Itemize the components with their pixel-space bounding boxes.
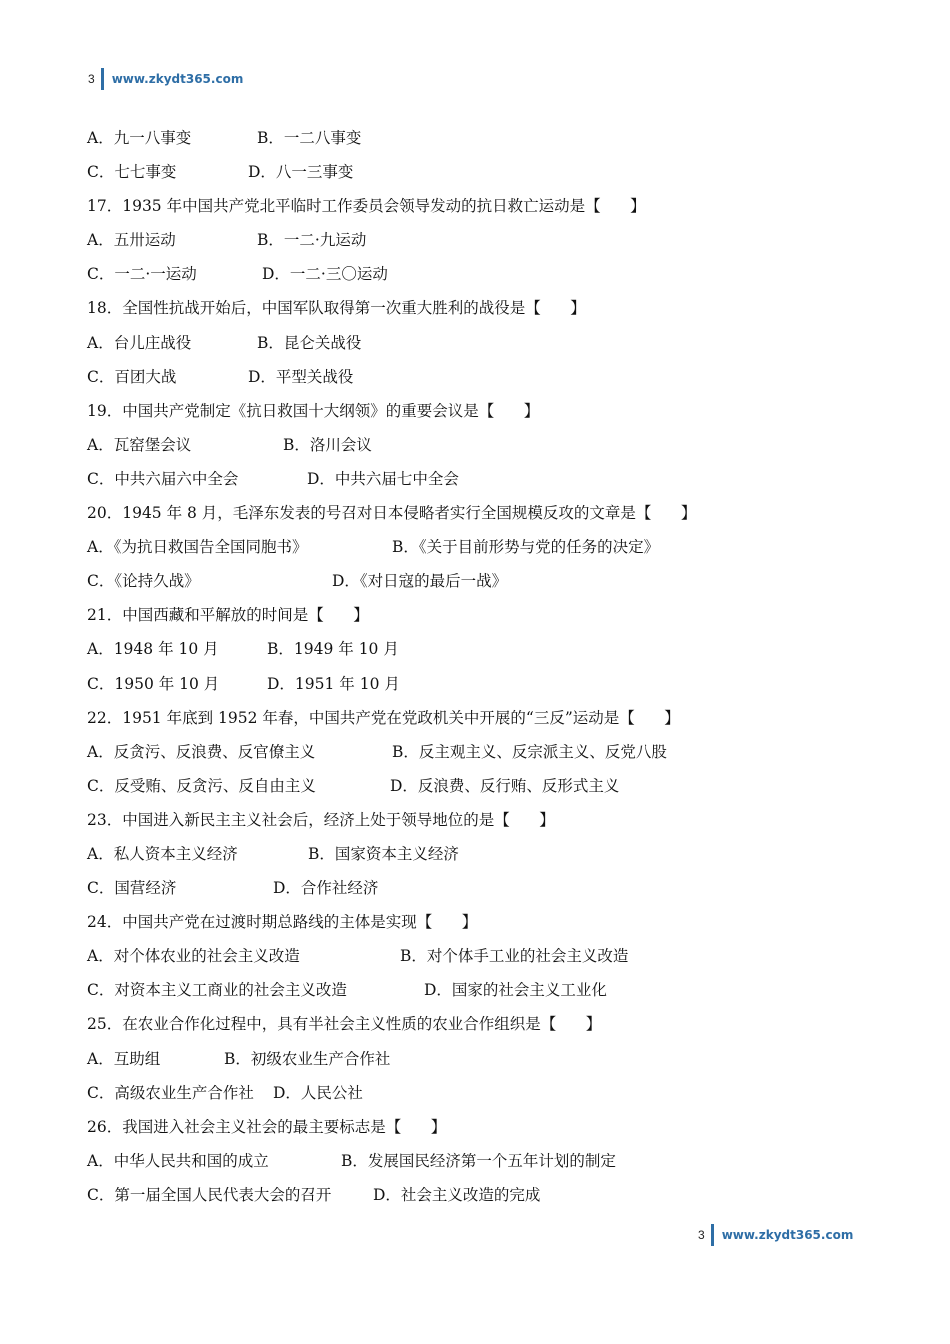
option-item: C．百团大战	[87, 367, 177, 386]
option-item: D．国家的社会主义工业化	[424, 981, 607, 1000]
option-item: D．社会主义改造的完成	[373, 1185, 541, 1204]
option-item: A．互助组	[87, 1049, 161, 1068]
option-item: B．1949 年 10 月	[267, 640, 399, 659]
option-item: C．国营经济	[87, 879, 177, 898]
option-row	[87, 226, 887, 260]
question-stem: 17．1935 年中国共产党北平临时工作委员会领导发动的抗日救亡运动是【 】	[87, 197, 646, 216]
option-item: D．1951 年 10 月	[267, 674, 400, 693]
option-item: C．七七事变	[87, 163, 177, 182]
option-item: B．一二八事变	[257, 129, 362, 147]
option-item: C．1950 年 10 月	[87, 674, 220, 693]
option-item: A．九一八事变	[87, 129, 192, 147]
option-row	[87, 670, 887, 704]
option-item: A．对个体农业的社会主义改造	[87, 947, 300, 966]
question-stem: 18．全国性抗战开始后，中国军队取得第一次重大胜利的战役是【 】	[87, 299, 586, 318]
option-item: A．中华人民共和国的成立	[87, 1151, 269, 1170]
option-item: B．昆仑关战役	[257, 333, 362, 352]
question-stem: 21．中国西藏和平解放的时间是【 】	[87, 606, 369, 625]
option-row	[87, 635, 887, 669]
header-divider	[101, 68, 104, 90]
footer-site-url[interactable]: www.zkydt365.com	[721, 1228, 854, 1242]
option-item: D．平型关战役	[248, 367, 354, 386]
option-row	[87, 942, 887, 976]
option-item: C．反受贿、反贪污、反自由主义	[87, 776, 316, 795]
option-item: B．反主观主义、反宗派主义、反党八股	[392, 742, 667, 761]
option-item: C．对资本主义工商业的社会主义改造	[87, 981, 347, 1000]
question-stem: 23．中国进入新民主主义社会后，经济上处于领导地位的是【 】	[87, 810, 555, 829]
option-item: B．发展国民经济第一个五年计划的制定	[341, 1151, 616, 1170]
option-row	[87, 567, 887, 601]
option-item: C．一二·一运动	[87, 265, 197, 284]
page-footer	[698, 1223, 853, 1247]
option-item: C．第一届全国人民代表大会的召开	[87, 1185, 332, 1204]
option-row	[87, 874, 887, 908]
option-row	[87, 772, 887, 806]
option-row	[87, 329, 887, 363]
option-item: A．瓦窑堡会议	[87, 435, 192, 454]
header-page-number: 3	[88, 72, 95, 86]
option-row	[87, 431, 887, 465]
option-item: A．台儿庄战役	[87, 333, 192, 352]
option-item: A．反贪污、反浪费、反官僚主义	[87, 742, 316, 761]
option-item: A．《为抗日救国告全国同胞书》	[87, 538, 308, 557]
option-item: C．高级农业生产合作社	[87, 1083, 259, 1102]
option-item: D．合作社经济	[273, 879, 379, 898]
footer-divider	[711, 1224, 714, 1246]
option-row	[87, 533, 887, 567]
option-item: A．1948 年 10 月	[87, 640, 219, 659]
question-stem: 22．1951 年底到 1952 年春，中国共产党在党政机关中开展的“三反”运动是【 】	[87, 708, 680, 727]
option-item: D．八一三事变	[248, 163, 354, 182]
question-stem: 24．中国共产党在过渡时期总路线的主体是实现【 】	[87, 913, 478, 932]
option-item: B．一二·九运动	[257, 231, 367, 250]
question-stem: 25．在农业合作化过程中，具有半社会主义性质的农业合作组织是【 】	[87, 1015, 602, 1034]
option-row	[87, 1147, 887, 1181]
option-item: B．国家资本主义经济	[308, 844, 459, 863]
option-item: B．对个体手工业的社会主义改造	[400, 947, 629, 966]
option-item: A．五卅运动	[87, 231, 176, 250]
option-row	[87, 158, 887, 192]
question-stem: 20．1945 年 8 月，毛泽东发表的号召对日本侵略者实行全国规模反攻的文章是【 】	[87, 504, 697, 523]
option-row	[87, 363, 887, 397]
option-item: A．私人资本主义经济	[87, 844, 238, 863]
option-row	[87, 124, 887, 158]
option-row	[87, 260, 887, 294]
option-item: D．人民公社	[273, 1083, 363, 1102]
option-item: D．反浪费、反行贿、反形式主义	[390, 776, 620, 795]
option-item: C．《论持久战》	[87, 572, 200, 591]
page-header	[88, 67, 243, 91]
option-item: D．一二·三〇运动	[262, 265, 388, 284]
option-item: B．洛川会议	[283, 435, 372, 454]
option-row	[87, 1181, 887, 1215]
option-item: B．初级农业生产合作社	[224, 1049, 391, 1068]
option-item: C．中共六届六中全会	[87, 469, 239, 488]
question-list	[87, 124, 887, 1215]
option-item: D．《对日寇的最后一战》	[332, 572, 508, 591]
header-site-url[interactable]: www.zkydt365.com	[111, 72, 244, 86]
option-item: B．《关于目前形势与党的任务的决定》	[392, 538, 660, 557]
question-stem: 26．我国进入社会主义社会的最主要标志是【 】	[87, 1117, 447, 1136]
option-row	[87, 465, 887, 499]
option-row	[87, 840, 887, 874]
option-row	[87, 1045, 887, 1079]
question-stem: 19．中国共产党制定《抗日救国十大纲领》的重要会议是【 】	[87, 401, 540, 420]
option-item: D．中共六届七中全会	[307, 469, 459, 488]
option-row	[87, 1079, 887, 1113]
footer-page-number: 3	[698, 1228, 705, 1242]
option-row	[87, 738, 887, 772]
option-row	[87, 976, 887, 1010]
